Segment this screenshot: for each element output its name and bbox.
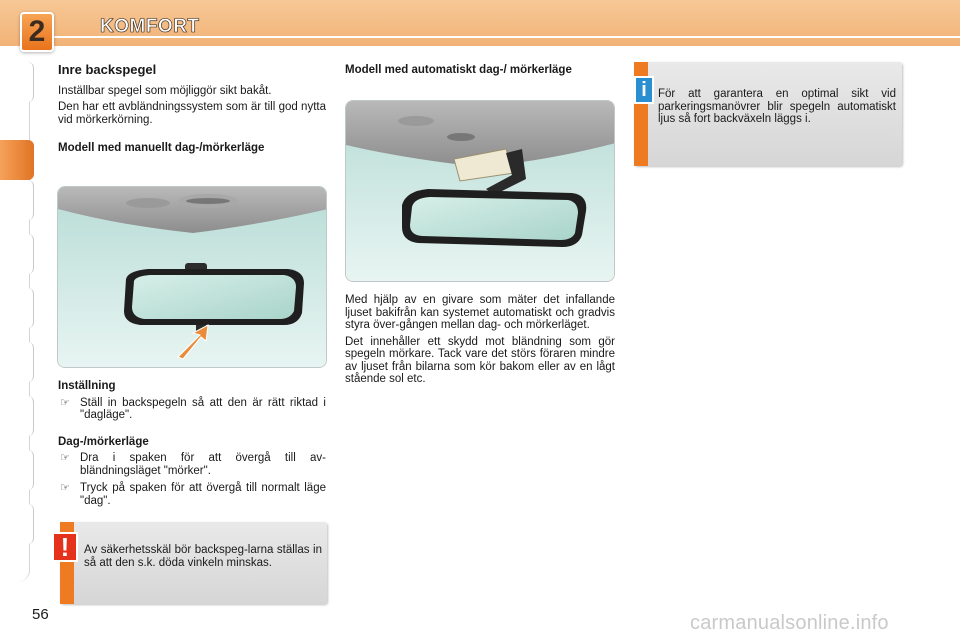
manual-model-heading: Modell med manuellt dag-/mörkerläge <box>58 142 265 154</box>
section-heading: Inre backspegel <box>58 62 157 77</box>
page-title: KOMFORT <box>100 16 200 37</box>
intro-paragraph-1: Inställbar spegel som möjliggör sikt bakåt. <box>58 84 272 97</box>
chapter-tab-6[interactable] <box>0 342 34 382</box>
warning-icon: ! <box>52 532 78 562</box>
watermark: carmanualsonline.info <box>690 612 889 634</box>
chapter-tab-3[interactable] <box>0 180 34 220</box>
list-item <box>58 482 326 507</box>
auto-mirror-illustration <box>345 100 615 282</box>
auto-description-1: Med hjälp av en givare som mäter det infallande ljuset bakifrån kan systemet automatiskt och gradvis styra över-gången mellan dag- och mörkerläget. <box>345 294 615 331</box>
settings-heading: Inställning <box>58 380 116 392</box>
chapter-tab-7[interactable] <box>0 396 34 436</box>
middle-column-lower <box>345 294 615 390</box>
auto-description-2: Det innehåller ett skydd mot bländning som gör spegeln mörkare. Tack vare det störs föraren mindre av ljuset från bilarna som kör bakom eller av en lågt stående sol etc. <box>345 335 615 385</box>
hand-pointer-icon: ☞ <box>60 482 70 494</box>
info-icon: i <box>634 76 654 104</box>
chapter-tab-8[interactable] <box>0 450 34 490</box>
warning-box <box>60 522 327 604</box>
manual-mirror-illustration <box>57 186 327 368</box>
list-item <box>58 452 326 477</box>
manual-mirror-svg <box>58 187 327 368</box>
intro-paragraph-2: Den har ett avbländningssystem som är till god nytta vid mörkerkörning. <box>58 101 326 126</box>
chapter-tab-4[interactable] <box>0 234 34 274</box>
chapter-tab-1[interactable] <box>0 62 34 102</box>
chapter-tab-9[interactable] <box>0 504 34 544</box>
auto-mirror-svg <box>346 101 615 282</box>
auto-model-heading: Modell med automatiskt dag-/ mörkerläge <box>345 64 572 76</box>
day-night-item-text: Dra i spaken för att övergå till av-bländningsläget "mörker". <box>80 452 326 477</box>
chapter-badge: 2 <box>20 12 54 52</box>
warning-text: Av säkerhetsskäl bör backspeg-larna ställas in så att den s.k. döda vinkeln minskas. <box>84 544 322 569</box>
settings-item-text: Ställ in backspegeln så att den är rätt riktad i "dagläge". <box>80 396 326 421</box>
day-night-item-text: Tryck på spaken för att övergå till normalt läge "dag". <box>80 482 326 507</box>
middle-column <box>345 64 615 77</box>
hand-pointer-icon: ☞ <box>60 452 70 464</box>
hand-pointer-icon: ☞ <box>60 396 70 409</box>
day-night-heading: Dag-/mörkerläge <box>58 435 149 448</box>
chapter-tab-5[interactable] <box>0 288 34 328</box>
page-number: 56 <box>32 606 49 623</box>
chapter-tabs <box>0 62 34 582</box>
list-item <box>58 397 326 422</box>
info-box <box>634 62 902 166</box>
left-column-lower <box>58 380 326 512</box>
left-column <box>58 64 326 155</box>
info-text: För att garantera en optimal sikt vid parkeringsmanövrer blir spegeln automatiskt ljus så fort backväxeln läggs i. <box>658 88 896 125</box>
chapter-tab-2-active[interactable] <box>0 140 34 180</box>
